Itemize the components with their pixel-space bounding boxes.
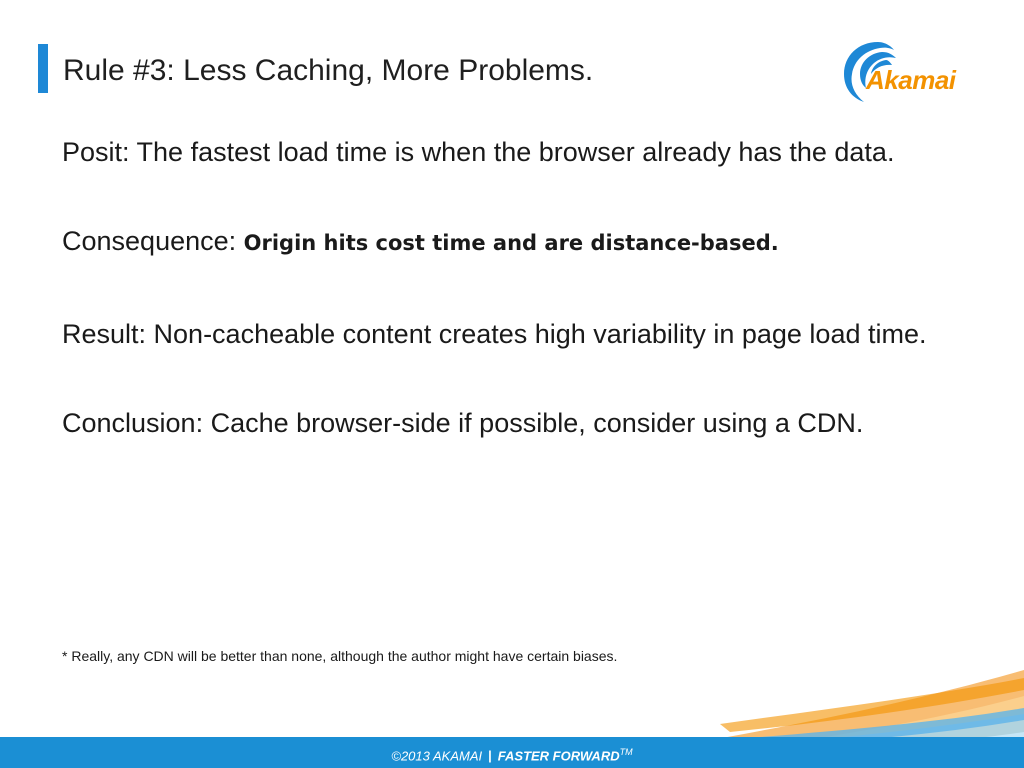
consequence-label: Consequence:	[62, 226, 244, 256]
slide-title: Rule #3: Less Caching, More Problems.	[63, 54, 594, 87]
footer-separator: |	[488, 748, 492, 764]
title-accent-bar	[38, 44, 48, 93]
akamai-logo-text: Akamai	[866, 65, 956, 95]
akamai-logo	[838, 36, 988, 104]
footer-copyright: ©2013 AKAMAI	[391, 748, 483, 764]
result-paragraph: Result: Non-cacheable content creates high variability in page load time.	[62, 319, 927, 349]
footer-trademark: TM	[619, 747, 633, 757]
posit-paragraph: Posit: The fastest load time is when the browser already has the data.	[62, 137, 895, 167]
consequence-detail: Origin hits cost time and are distance-based.	[243, 231, 779, 255]
slide-body	[62, 134, 972, 494]
consequence-paragraph	[62, 223, 972, 262]
footer-text	[0, 743, 1024, 765]
footer-tagline: FASTER FORWARD	[497, 748, 620, 764]
conclusion-paragraph: Conclusion: Cache browser-side if possible, consider using a CDN.	[62, 408, 864, 438]
footnote: * Really, any CDN will be better than none, although the author might have certain biases.	[62, 648, 618, 664]
